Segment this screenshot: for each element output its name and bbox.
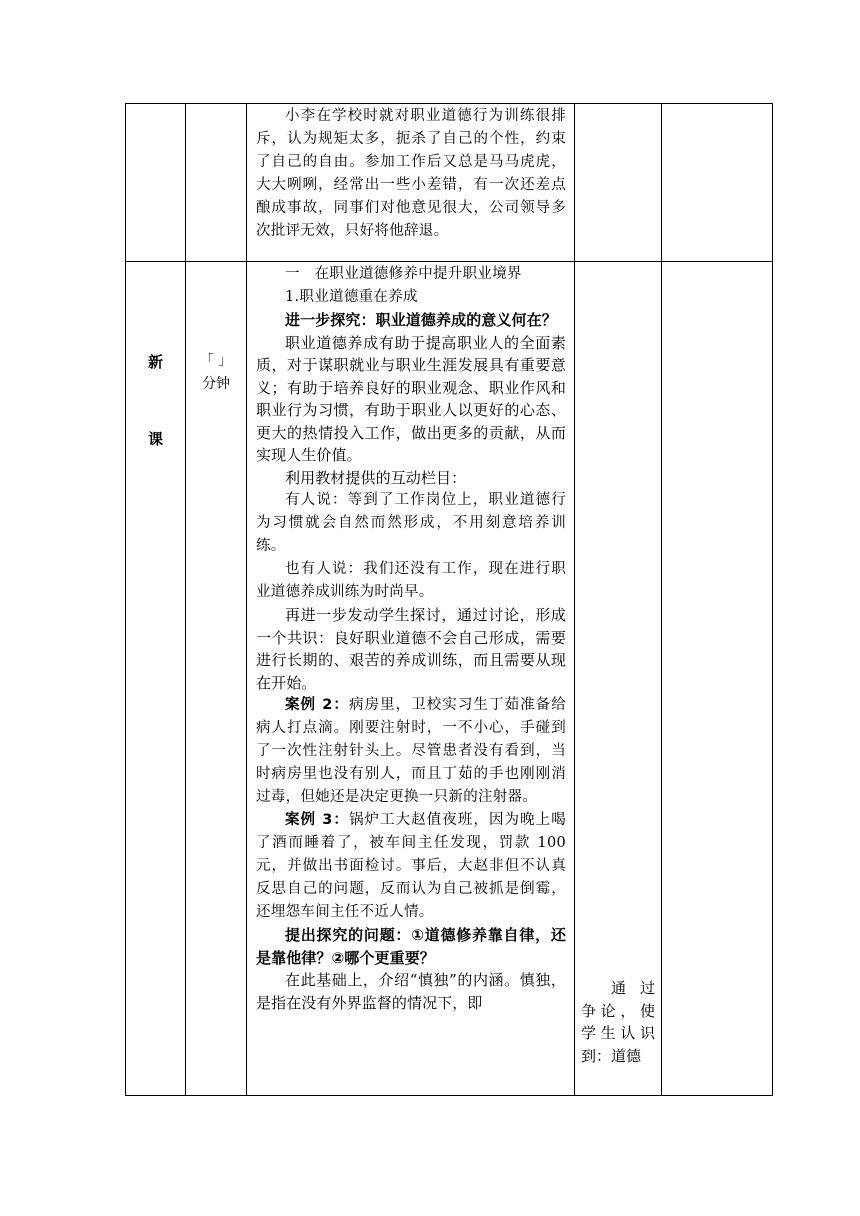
paragraph-2: 利用教材提供的互动栏目：: [285, 468, 467, 487]
time-unit: 分钟: [202, 376, 230, 392]
paragraph-6: 在此基础上，介绍“慎独”的内涵。慎独，是指在没有外界监督的情况下，即: [256, 971, 566, 1012]
section-label-char-1: 新: [147, 353, 163, 371]
design-note: 通过争论，使学生认识到：道德: [581, 979, 655, 1065]
section-cell: [126, 262, 186, 1096]
case-paragraph: 小李在学校时就对职业道德行为训练很排斥，认为规矩太多，扼杀了自己的个性，约束了自己的自由。参加工作后又总是马马虎虎，大大咧咧，经常出一些小差错，有一次还差点酿成事故，同事们对他意见很大，公司领导多次批评无效，只好将他辞退。: [256, 108, 566, 239]
paragraph-5: 再进一步发动学生探讨，通过讨论，形成一个共识：良好职业道德不会自己形成，需要进行长期的、艰苦的养成训练，而且需要从现在开始。: [256, 606, 566, 692]
content-cell: [247, 104, 575, 262]
remarks-cell: [662, 262, 773, 1096]
case-3-text: 锅炉工大赵值夜班，因为晚上喝了酒而睡着了，被车间主任发现，罚款 100 元，并做出书面检讨。事后，大赵非但不认真反思自己的问题，反而认为自己被抓是倒霉，还埋怨车间主任不近人情。: [256, 812, 566, 920]
subheading: 1.职业道德重在养成: [285, 289, 418, 305]
time-cell: [186, 262, 247, 1096]
question-1: 进一步探究：职业道德养成的意义何在？: [285, 311, 557, 329]
section-label-char-2: 课: [147, 430, 163, 448]
time-placeholder: 「 」: [199, 353, 233, 369]
paragraph-1: 职业道德养成有助于提高职业人的全面素质，对于谋职就业与职业生涯发展具有重要意义；有助于培养良好的职业观念、职业作风和职业行为习惯，有助于职业人以更好的心态、更大的热情投入工作，做出更多的贡献，从而实现人生价值。: [256, 333, 566, 464]
lesson-plan-table: [125, 103, 773, 1096]
paragraph-4: 也有人说：我们还没有工作，现在进行职业道德养成训练为时尚早。: [256, 561, 566, 600]
paragraph-3: 有人说：等到了工作岗位上，职业道德行为习惯就会自然而然形成，不用刻意培养训练。: [256, 492, 566, 554]
design-note-cell: [575, 104, 662, 262]
heading: 一 在职业道德修养中提升职业境界: [285, 266, 522, 282]
table-row: [126, 262, 773, 1096]
time-cell: [186, 104, 247, 262]
case-2-text: 病房里，卫校实习生丁茹准备给病人打点滴。刚要注射时，一不小心，手碰到了一次性注射针头上。尽管患者没有看到，当时病房里也没有别人，而且丁茹的手也刚刚消过毒，但她还是决定更换一只新的注射器。: [256, 697, 566, 805]
case-2-label: 案例 2：: [285, 697, 349, 713]
remarks-cell: [662, 104, 773, 262]
case-2: [256, 694, 566, 809]
section-cell: [126, 104, 186, 262]
table-row: [126, 104, 773, 262]
content-cell: [247, 262, 575, 1096]
case-3: [256, 809, 566, 924]
design-note-cell: [575, 262, 662, 1096]
question-2: 提出探究的问题：①道德修养靠自律，还是靠他律？②哪个更重要？: [256, 926, 566, 967]
case-3-label: 案例 3：: [285, 812, 349, 828]
